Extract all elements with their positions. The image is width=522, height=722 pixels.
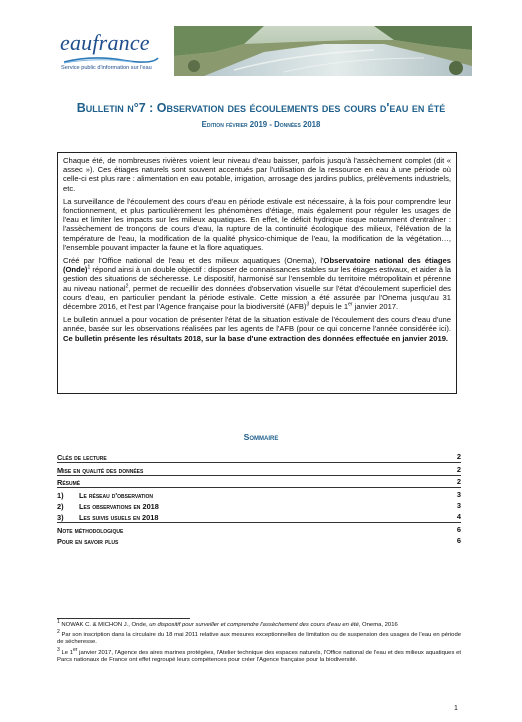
footnote-number: 1 bbox=[57, 619, 60, 626]
toc-page-number: 2 bbox=[456, 464, 461, 474]
toc-label: Pour en savoir plus bbox=[57, 537, 119, 547]
sommaire-title: Sommaire bbox=[243, 432, 279, 442]
eaufrance-logo bbox=[56, 26, 168, 78]
onde-name: Observatoire national des étiages (Onde) bbox=[63, 256, 451, 275]
toc-label: Mise en qualité des données bbox=[57, 465, 144, 475]
text-run: Créé par l'Office national de l'eau et des milieux aquatiques (Onema), l' bbox=[63, 256, 324, 266]
footnotes bbox=[57, 619, 461, 667]
intro-paragraph-4 bbox=[63, 315, 451, 343]
bulletin-title: Bulletin n°7 : Observation des écoulements des cours d'eau en été bbox=[76, 101, 446, 115]
toc-label: Résumé bbox=[57, 478, 81, 488]
table-of-contents bbox=[57, 451, 461, 546]
toc-page-number: 2 bbox=[456, 452, 461, 462]
footnote-number: 2 bbox=[57, 629, 60, 636]
toc-label: Clés de lecture bbox=[57, 453, 107, 463]
toc-row[interactable] bbox=[57, 535, 461, 546]
footnote-1 bbox=[57, 619, 461, 629]
text-run: Le 1 bbox=[59, 649, 74, 656]
logo-tagline: Service public d'information sur l'eau bbox=[61, 65, 152, 71]
text-run: , Onema, 2016 bbox=[358, 622, 398, 628]
footnote-2 bbox=[57, 629, 461, 646]
toc-page-number: 6 bbox=[456, 536, 461, 546]
toc-row[interactable] bbox=[57, 500, 461, 511]
toc-number: 2) bbox=[57, 501, 64, 511]
page-number: 1 bbox=[454, 705, 458, 712]
toc-page-number: 2 bbox=[456, 477, 461, 487]
toc-row[interactable] bbox=[57, 463, 461, 475]
toc-page-number: 6 bbox=[456, 524, 461, 534]
toc-page-number: 4 bbox=[456, 512, 461, 522]
river-photo-icon bbox=[174, 26, 472, 76]
toc-label: Les observations en 2018 bbox=[79, 501, 159, 511]
footnote-divider bbox=[57, 618, 190, 619]
toc-page-number: 3 bbox=[456, 500, 461, 510]
publication-title: un dispositif pour surveiller et comprendre l'assèchement des cours d'eau en été bbox=[149, 622, 359, 628]
edition-subtitle: Edition février 2019 - Données 2018 bbox=[201, 120, 321, 129]
ordinal-suffix: er bbox=[348, 301, 353, 308]
footnote-ref[interactable]: 2 bbox=[125, 283, 129, 290]
toc-label: Le réseau d'observation bbox=[79, 490, 153, 500]
text-run: , permet de recueillir des données d'observation visuelle sur l'état d'écoulement superficiel des cours d'eau, en particulier pendant la période estivale. Cette mission a été assurée par l'Onema jusqu'au 31 décembre 2016, et l'est par l'Agence française pour la biodiversité (AFB) bbox=[63, 283, 451, 312]
ordinal-suffix: er bbox=[73, 646, 78, 653]
footnote-number: 3 bbox=[57, 646, 60, 653]
text-run: janvier 2017, l'Agence des aires marines protégées, l'Atelier technique des espaces naturels, l'Office national de l'eau et des milieux aquatiques et Parcs nationaux de France ont effet regroupé leurs compétences pour créer l'Agence française pour la biodiversité. bbox=[57, 649, 461, 663]
toc-label: Les suivis usuels en 2018 bbox=[79, 513, 159, 523]
intro-paragraph-3 bbox=[63, 256, 451, 311]
intro-paragraph-1: Chaque été, de nombreuses rivières voient leur niveau d'eau baisser, parfois jusqu'à l'assèchement complet (dit « assec »). Ces étiages naturels sont souvent accentués par l'utilisation de la ressource en eau à une période où celle-ci est plus rare : alimentation en eau potable, irrigation, arrosage des jardins publics, prélèvements industriels, etc. bbox=[63, 156, 451, 193]
toc-label: Note méthodologique bbox=[57, 525, 124, 535]
toc-row[interactable] bbox=[57, 488, 461, 499]
header bbox=[56, 26, 472, 78]
text-run: Le bulletin annuel a pour vocation de présenter l'état de la situation estivale de l'écoulement des cours d'eau d'une année, basée sur les observations réalisées par les agents de l'AFB (pour ce qui concerne l'année considérée ici). bbox=[63, 315, 451, 334]
intro-box bbox=[57, 152, 457, 394]
footnote-ref[interactable]: 1 bbox=[87, 264, 91, 271]
intro-paragraph-2: La surveillance de l'écoulement des cours d'eau en période estivale est nécessaire, à la fois pour comprendre leur fonctionnement, et plus particulièrement les phénomènes d'étiage, mais également pour réguler les usages de l'eau et limiter les impacts sur les milieux aquatiques. En effet, le déficit hydrique risque notamment d'entraîner : l'assèchement de tronçons de cours d'eau, la rupture de la continuité écologique des milieux, l'élévation de la température de l'eau, la modification de la qualité physico-chimique de l'eau, la modification de la végétation…, l'ensemble pouvant impacter la faune et la flore aquatiques. bbox=[63, 196, 451, 252]
logo-text: eaufrance bbox=[60, 30, 150, 55]
footnote-ref[interactable]: 3 bbox=[306, 301, 310, 308]
text-run: depuis le 1 bbox=[309, 302, 349, 312]
toc-page-number: 3 bbox=[456, 489, 461, 499]
results-note: Ce bulletin présente les résultats 2018, sur la base d'une extraction des données effectuée en janvier 2019. bbox=[63, 333, 449, 343]
text-run: janvier 2017. bbox=[352, 302, 399, 312]
logo-swoosh-icon bbox=[62, 56, 160, 64]
toc-number: 3) bbox=[57, 513, 64, 523]
text-run: NOWAK C. & MICHON J., Onde, bbox=[59, 622, 150, 628]
toc-row[interactable] bbox=[57, 523, 461, 534]
toc-row[interactable] bbox=[57, 451, 461, 463]
toc-row[interactable] bbox=[57, 476, 461, 488]
footnote-3 bbox=[57, 646, 461, 664]
toc-number: 1) bbox=[57, 490, 64, 500]
toc-row[interactable] bbox=[57, 511, 461, 523]
text-run: Par son inscription dans la circulaire du 18 mai 2011 relative aux mesures exceptionnelles de limitation ou de suspension des usages de l'eau en période de sécheresse. bbox=[57, 632, 461, 646]
text-run: répond ainsi à un double objectif : disposer de connaissances stables sur les étiages estivaux, et aider à la gestion des situations de sécheresse. Le dispositif, harmonisé sur l'ensemble du territoire métropolitain et pérenne au niveau national bbox=[63, 265, 451, 293]
